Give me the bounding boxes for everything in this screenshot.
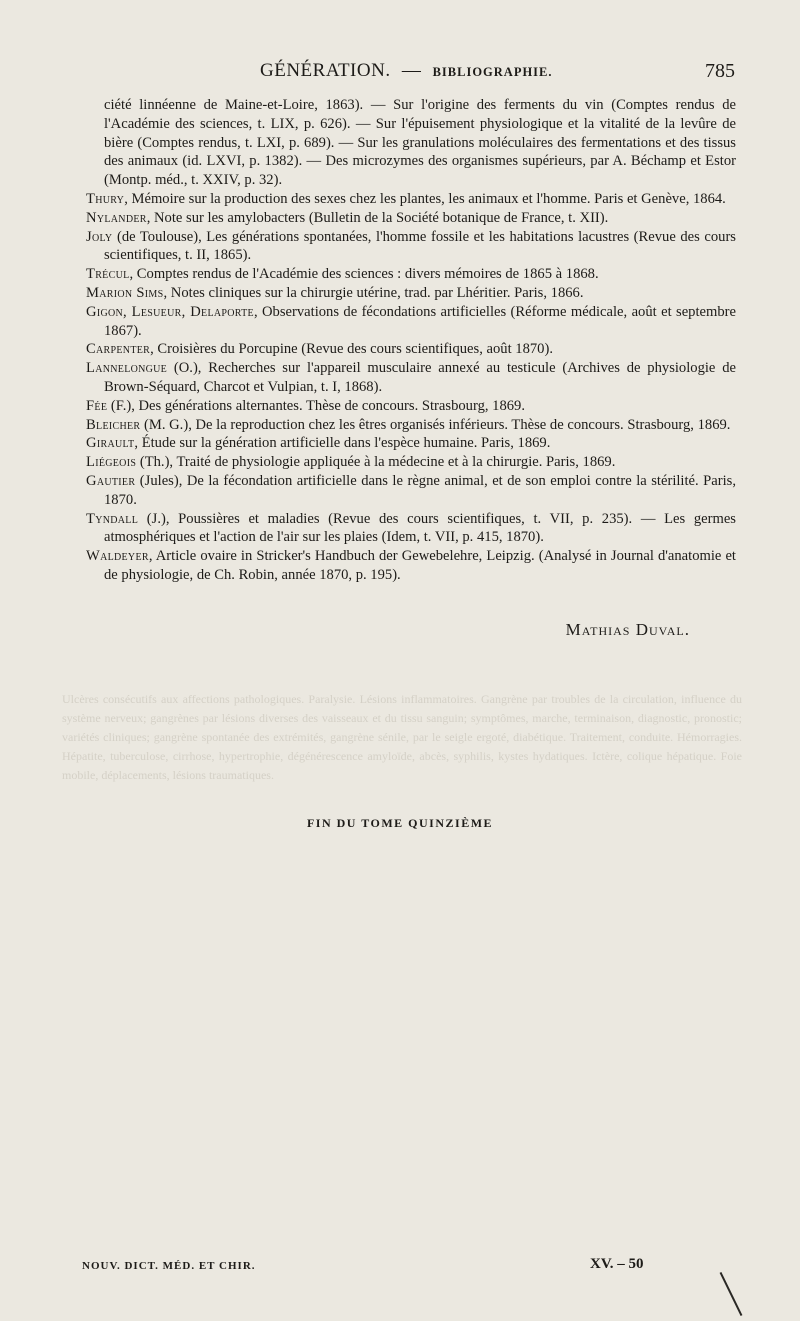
entry-text: (O.), Recherches sur l'appareil musculaire annexé au testicule (Archives de physiologie de Brown-Séquard, Charcot et Vulpian, t. I, 1868).	[104, 360, 736, 395]
entry-text: , Note sur les amylobacters (Bulletin de la Société botanique de France, t. XII).	[146, 209, 609, 226]
entry-author: Joly	[86, 228, 113, 245]
bibliography-entry	[86, 265, 736, 284]
entry-text: (de Toulouse), Les générations spontanées, l'homme fossile et les habitations lacustres (Revue des cours scientifiques, t. II, 1865).	[104, 228, 736, 264]
bibliography-entry	[86, 228, 736, 266]
entry-text: (J.), Poussières et maladies (Revue des cours scientifiques, t. VII, p. 235). — Les germes atmosphériques et l'action de l'air sur les plaies (Idem, t. VII, p. 415, 1870).	[104, 510, 736, 546]
bibliography-entry	[86, 434, 736, 453]
bibliography-entry	[86, 416, 736, 435]
entry-text: ciété linnéenne de Maine-et-Loire, 1863). — Sur l'origine des ferments du vin (Comptes rendus de l'Académie des sciences, t. LIX, p. 626). — Sur l'épuisement physiologique et la vitalité de la levûre de bière (Comptes rendus, t. LXI, p. 689). — Sur les granulations moléculaires des fermentations et des tissus des animaux (id. LXVI, p. 1382). — Des microzymes des organismes supérieurs, par A. Béchamp et Estor (Montp. méd., t. XXIV, p. 32).	[104, 97, 736, 189]
bibliography-entry	[86, 472, 736, 510]
entry-author: Waldeyer	[86, 548, 149, 565]
bibliography-entry	[86, 96, 736, 190]
bibliography-entry	[86, 340, 736, 359]
page-number: 785	[705, 60, 735, 82]
header-title-block	[260, 60, 553, 82]
bibliography-entry	[86, 547, 736, 585]
running-header	[80, 60, 735, 90]
bibliography-entry	[86, 190, 736, 209]
pencil-mark	[720, 1272, 743, 1316]
entry-author: Trécul	[86, 266, 130, 283]
entry-author: Girault	[86, 435, 135, 452]
entry-author: Nylander	[86, 209, 147, 226]
bibliography-entry	[86, 510, 736, 548]
entry-author: Thury	[86, 190, 125, 207]
entry-author: Fée	[86, 397, 108, 414]
bleed-through-text: Ulcères consécutifs aux affections pathologiques. Paralysie. Lésions inflammatoires. Gangrène par troubles de la circulation, influence du système nerveux; gangrènes par lésions diverses des vaisseaux et du tissu sanguin; symptômes, marche, terminaison, diagnostic, pronostic; variétés cliniques; gangrène spontanée des extrémités, gangrène sénile, par le seigle ergoté, diabétique. Traitement, conduite. Hémorragies. Hépatite, tuberculose, cirrhose, hypertrophie, dégénérescence amyloïde, abcès, syphilis, kystes hydatiques. Ictère, colique hépatique. Foie mobile, déplacements, lésions traumatiques.	[62, 692, 742, 782]
entry-author: Carpenter	[86, 341, 151, 358]
header-subtitle: BIBLIOGRAPHIE.	[432, 65, 553, 79]
entry-text: , Observations de fécondations artificielles (Réforme médicale, août et septembre 1867).	[104, 303, 736, 339]
entry-text: (Jules), De la fécondation artificielle dans le règne animal, et de son emploi contre la stérilité. Paris, 1870.	[104, 472, 736, 508]
entry-text: (F.), Des générations alternantes. Thèse de concours. Strasbourg, 1869.	[107, 397, 525, 414]
bibliography-entry	[86, 284, 736, 303]
entry-text: , Article ovaire in Stricker's Handbuch der Gewebelehre, Leipzig. (Analysé in Journal d'anatomie et de physiologie, de Ch. Robin, année 1870, p. 195).	[104, 548, 736, 583]
entry-text: (Th.), Traité de physiologie appliquée à la médecine et à la chirurgie. Paris, 1869.	[136, 454, 616, 471]
entry-author: Liégeois	[86, 454, 137, 471]
footer-publication: NOUV. DICT. MÉD. ET CHIR.	[82, 1260, 256, 1272]
author-signature: Mathias Duval.	[565, 620, 690, 639]
entry-text: , Comptes rendus de l'Académie des sciences : divers mémoires de 1865 à 1868.	[129, 266, 599, 283]
entry-author: Marion Sims	[86, 284, 164, 301]
entry-author: Tyndall	[86, 510, 139, 527]
entry-author: Gigon, Lesueur, Delaporte	[86, 303, 254, 320]
entry-text: , Croisières du Porcupine (Revue des cours scientifiques, août 1870).	[150, 341, 553, 358]
entry-text: , Notes cliniques sur la chirurgie utérine, trad. par Lhéritier. Paris, 1866.	[163, 284, 584, 301]
bibliography-entry	[86, 359, 736, 397]
header-dash: —	[401, 60, 422, 81]
bibliography-entry	[86, 303, 736, 341]
entry-author: Lannelongue	[86, 360, 168, 377]
bibliography-entry	[86, 453, 736, 472]
header-title: GÉNÉRATION.	[260, 60, 391, 81]
footer-signature-mark: XV. – 50	[590, 1256, 644, 1272]
entry-author: Gautier	[86, 472, 136, 489]
entry-text: , Étude sur la génération artificielle dans l'espèce humaine. Paris, 1869.	[134, 435, 551, 452]
entry-text: (M. G.), De la reproduction chez les êtres organisés inférieurs. Thèse de concours. Strasbourg, 1869.	[140, 416, 731, 433]
entry-author: Bleicher	[86, 416, 141, 433]
end-of-volume-note: FIN DU TOME QUINZIÈME	[306, 816, 494, 830]
bibliography-entry	[86, 397, 736, 416]
bibliography-list	[86, 96, 736, 585]
bibliography-entry	[86, 209, 736, 228]
page-footer	[82, 1256, 682, 1272]
entry-text: , Mémoire sur la production des sexes chez les plantes, les animaux et l'homme. Paris et Genève, 1864.	[124, 190, 726, 207]
